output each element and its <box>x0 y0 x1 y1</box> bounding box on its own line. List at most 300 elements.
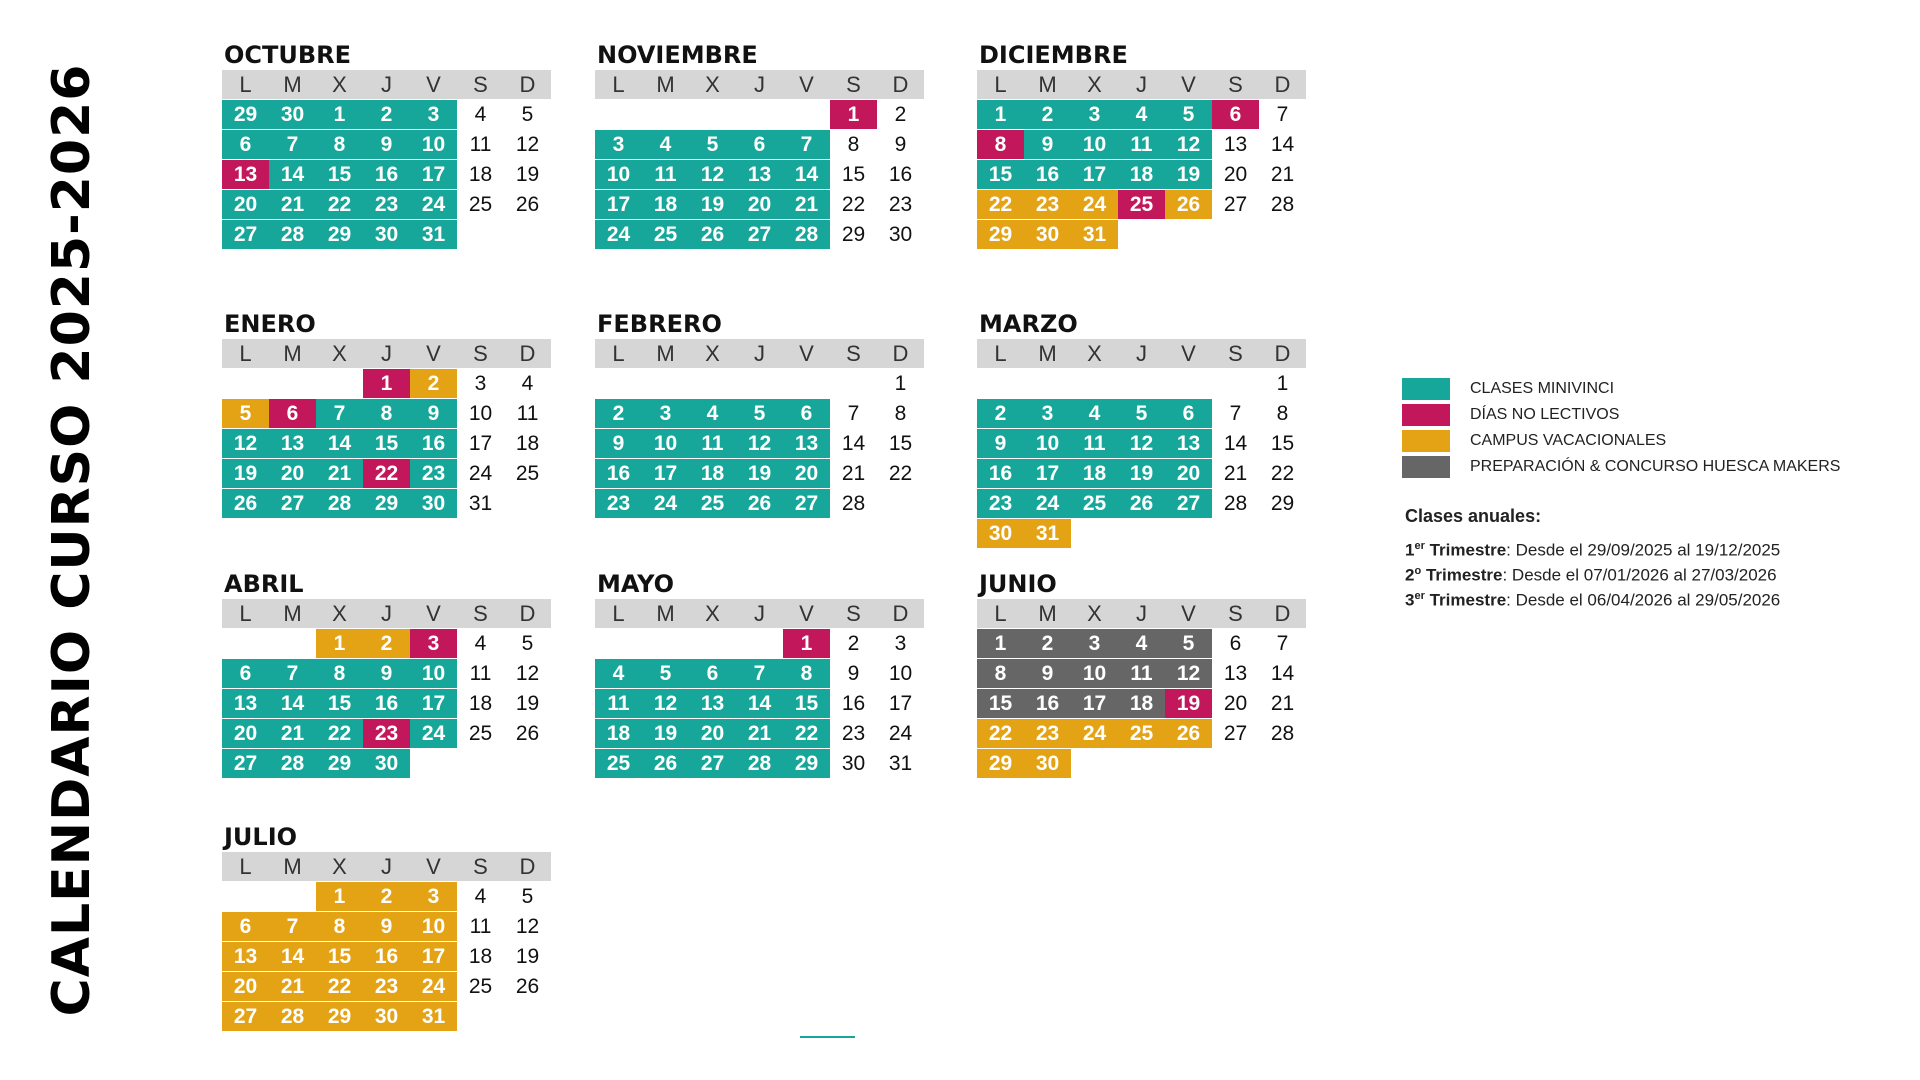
day-cell: 4 <box>474 885 487 908</box>
day-cell: 19 <box>642 719 689 748</box>
day-cell: 29 <box>222 100 269 129</box>
day-cell: 16 <box>1024 160 1071 189</box>
day-cell: 4 <box>595 659 642 688</box>
day-cell: 8 <box>1276 402 1289 425</box>
weekday-label: L <box>994 72 1007 97</box>
day-cell: 13 <box>1223 662 1248 685</box>
day-cell: 22 <box>841 193 866 216</box>
day-cell: 24 <box>1071 719 1118 748</box>
day-cell: 8 <box>977 130 1024 159</box>
weekday-header <box>222 599 551 628</box>
day-cell: 5 <box>1118 399 1165 428</box>
day-cell: 6 <box>736 130 783 159</box>
day-cell: 6 <box>783 399 830 428</box>
day-cell: 21 <box>841 462 866 485</box>
trimester-label: Trimestre <box>1425 565 1503 585</box>
day-cell: 21 <box>783 190 830 219</box>
legend-label: CLASES MINIVINCI <box>1470 380 1615 397</box>
weekday-label: V <box>426 601 441 626</box>
day-cell: 27 <box>222 220 269 249</box>
day-cell: 19 <box>689 190 736 219</box>
day-cell: 20 <box>222 972 269 1001</box>
weekday-label: X <box>1087 72 1102 97</box>
day-cell: 30 <box>410 489 457 518</box>
day-cell: 11 <box>469 662 492 685</box>
day-cell: 17 <box>410 942 457 971</box>
day-cell: 16 <box>363 942 410 971</box>
day-cell: 5 <box>689 130 736 159</box>
day-cell: 26 <box>515 193 540 216</box>
day-cell: 24 <box>468 462 493 485</box>
legend-label: DÍAS NO LECTIVOS <box>1470 406 1620 423</box>
day-cell: 5 <box>521 885 534 908</box>
day-cell: 13 <box>222 942 269 971</box>
day-cell: 5 <box>736 399 783 428</box>
day-cell: 5 <box>521 632 534 655</box>
day-cell: 13 <box>222 160 269 189</box>
day-cell: 1 <box>316 629 363 658</box>
day-cell: 18 <box>468 692 493 715</box>
day-cell: 2 <box>363 100 410 129</box>
day-cell: 21 <box>269 190 316 219</box>
day-cell: 3 <box>1071 100 1118 129</box>
day-cell: 14 <box>1270 133 1295 156</box>
day-cell: 22 <box>316 719 363 748</box>
weekday-label: J <box>754 72 765 97</box>
weekday-label: M <box>1038 341 1057 366</box>
day-cell: 9 <box>363 912 410 941</box>
day-cell: 25 <box>468 722 493 745</box>
day-cell: 12 <box>222 429 269 458</box>
trimester-num: 1 <box>1405 540 1415 560</box>
month-noviembre <box>595 40 924 249</box>
day-grid <box>222 368 551 518</box>
day-cell: 21 <box>1223 462 1248 485</box>
day-cell: 18 <box>642 190 689 219</box>
weekday-header <box>977 70 1306 99</box>
day-cell: 27 <box>222 1002 269 1031</box>
weekday-label: X <box>332 341 347 366</box>
day-cell: 18 <box>1071 459 1118 488</box>
day-cell: 19 <box>222 459 269 488</box>
day-cell: 10 <box>1071 659 1118 688</box>
day-cell: 12 <box>515 662 540 685</box>
weekday-label: V <box>799 72 814 97</box>
day-cell: 25 <box>595 749 642 778</box>
day-cell: 29 <box>977 220 1024 249</box>
day-cell: 22 <box>316 972 363 1001</box>
day-cell: 16 <box>888 163 913 186</box>
day-cell: 17 <box>595 190 642 219</box>
day-cell: 11 <box>469 133 492 156</box>
day-cell: 26 <box>736 489 783 518</box>
weekday-label: D <box>519 601 536 626</box>
day-cell: 10 <box>1024 429 1071 458</box>
day-cell: 26 <box>515 722 540 745</box>
weekday-label: S <box>473 601 488 626</box>
day-cell: 26 <box>1165 190 1212 219</box>
day-cell: 3 <box>1071 629 1118 658</box>
weekday-label: J <box>1136 601 1147 626</box>
day-cell: 1 <box>894 372 907 395</box>
trimester-ordinal: o <box>1414 565 1422 577</box>
day-cell: 8 <box>363 399 410 428</box>
day-cell: 9 <box>894 133 907 156</box>
month-junio <box>977 569 1306 778</box>
day-cell: 4 <box>1118 100 1165 129</box>
weekday-label: S <box>473 341 488 366</box>
day-cell: 1 <box>316 100 363 129</box>
weekday-label: S <box>473 72 488 97</box>
day-cell: 11 <box>469 915 492 938</box>
day-cell: 22 <box>977 190 1024 219</box>
day-cell: 18 <box>689 459 736 488</box>
weekday-label: V <box>1181 341 1196 366</box>
day-cell: 11 <box>1118 659 1165 688</box>
day-grid <box>977 368 1306 548</box>
weekday-label: X <box>705 341 720 366</box>
day-cell: 27 <box>269 489 316 518</box>
weekday-label: M <box>656 341 675 366</box>
day-cell: 20 <box>1223 163 1248 186</box>
day-cell: 4 <box>689 399 736 428</box>
day-cell: 22 <box>977 719 1024 748</box>
day-cell: 24 <box>1071 190 1118 219</box>
day-cell: 5 <box>521 103 534 126</box>
day-cell: 18 <box>468 163 493 186</box>
day-cell: 18 <box>1118 689 1165 718</box>
day-cell: 30 <box>1024 220 1071 249</box>
month-abril <box>222 569 551 778</box>
legend-swatch <box>1402 404 1450 426</box>
day-cell: 16 <box>595 459 642 488</box>
day-cell: 13 <box>222 689 269 718</box>
day-cell: 29 <box>977 749 1024 778</box>
day-cell: 18 <box>1118 160 1165 189</box>
month-name: OCTUBRE <box>224 41 352 69</box>
day-cell: 12 <box>642 689 689 718</box>
day-grid <box>222 99 551 249</box>
day-cell: 8 <box>316 130 363 159</box>
day-cell: 1 <box>830 100 877 129</box>
day-cell: 27 <box>222 749 269 778</box>
day-cell: 14 <box>1270 662 1295 685</box>
day-cell: 8 <box>316 659 363 688</box>
day-cell: 3 <box>894 632 907 655</box>
day-cell: 19 <box>1165 160 1212 189</box>
weekday-label: S <box>1228 341 1243 366</box>
day-cell: 26 <box>222 489 269 518</box>
day-cell: 1 <box>363 369 410 398</box>
day-cell: 9 <box>1024 130 1071 159</box>
day-cell: 29 <box>316 1002 363 1031</box>
weekday-label: D <box>1274 341 1291 366</box>
day-cell: 9 <box>595 429 642 458</box>
day-cell: 24 <box>595 220 642 249</box>
day-cell: 25 <box>1071 489 1118 518</box>
day-cell: 29 <box>841 223 866 246</box>
legend-swatch <box>1402 456 1450 478</box>
day-cell: 27 <box>1165 489 1212 518</box>
trimester-dates: : Desde el 29/09/2025 al 19/12/2025 <box>1506 540 1781 560</box>
day-cell: 12 <box>1165 659 1212 688</box>
day-cell: 28 <box>783 220 830 249</box>
weekday-label: J <box>1136 341 1147 366</box>
day-cell: 16 <box>1024 689 1071 718</box>
day-cell: 14 <box>1223 432 1248 455</box>
day-cell: 5 <box>642 659 689 688</box>
weekday-label: J <box>381 72 392 97</box>
day-cell: 9 <box>977 429 1024 458</box>
weekday-label: M <box>283 72 302 97</box>
day-cell: 30 <box>888 223 913 246</box>
weekday-label: L <box>994 341 1007 366</box>
day-cell: 4 <box>642 130 689 159</box>
weekday-label: J <box>381 854 392 879</box>
day-cell: 22 <box>1270 462 1295 485</box>
month-marzo <box>977 309 1306 548</box>
day-cell: 30 <box>977 519 1024 548</box>
day-cell: 25 <box>515 462 540 485</box>
legend-item-clases <box>1402 376 1840 402</box>
day-cell: 24 <box>1024 489 1071 518</box>
day-cell: 17 <box>410 160 457 189</box>
legend-label: CAMPUS VACACIONALES <box>1470 432 1667 449</box>
day-cell: 20 <box>1165 459 1212 488</box>
day-cell: 14 <box>269 689 316 718</box>
day-cell: 23 <box>363 190 410 219</box>
day-cell: 29 <box>1270 492 1295 515</box>
trimester-ordinal: er <box>1414 540 1425 552</box>
day-cell: 15 <box>363 429 410 458</box>
legend-item-campus <box>1402 428 1840 454</box>
day-cell: 24 <box>410 190 457 219</box>
day-cell: 25 <box>642 220 689 249</box>
trimester-label: Trimestre <box>1429 590 1507 610</box>
day-grid <box>595 368 924 518</box>
weekday-header <box>595 339 924 368</box>
day-cell: 7 <box>269 912 316 941</box>
legend-swatch <box>1402 430 1450 452</box>
weekday-label: V <box>426 72 441 97</box>
weekday-label: V <box>426 854 441 879</box>
weekday-header <box>222 70 551 99</box>
day-cell: 30 <box>363 749 410 778</box>
day-grid <box>595 628 924 778</box>
weekday-label: V <box>799 341 814 366</box>
day-cell: 13 <box>736 160 783 189</box>
weekday-label: M <box>283 854 302 879</box>
day-cell: 1 <box>316 882 363 911</box>
month-julio <box>222 822 551 1031</box>
day-cell: 9 <box>363 130 410 159</box>
day-cell: 11 <box>595 689 642 718</box>
day-cell: 17 <box>1024 459 1071 488</box>
decorative-line <box>800 1036 855 1038</box>
day-cell: 11 <box>1118 130 1165 159</box>
day-cell: 25 <box>468 975 493 998</box>
day-cell: 11 <box>689 429 736 458</box>
weekday-header <box>222 852 551 881</box>
weekday-header <box>595 599 924 628</box>
day-cell: 27 <box>1223 722 1248 745</box>
weekday-label: J <box>754 601 765 626</box>
day-cell: 5 <box>1165 100 1212 129</box>
day-cell: 13 <box>1165 429 1212 458</box>
weekday-label: S <box>473 854 488 879</box>
trimester-num: 3 <box>1405 590 1415 610</box>
weekday-label: X <box>332 601 347 626</box>
day-cell: 31 <box>468 492 493 515</box>
weekday-label: X <box>1087 601 1102 626</box>
day-cell: 7 <box>847 402 860 425</box>
day-cell: 20 <box>222 719 269 748</box>
weekday-header <box>222 339 551 368</box>
day-cell: 10 <box>410 912 457 941</box>
day-cell: 21 <box>316 459 363 488</box>
day-cell: 5 <box>1165 629 1212 658</box>
day-cell: 15 <box>1270 432 1295 455</box>
day-cell: 12 <box>689 160 736 189</box>
day-cell: 28 <box>1270 722 1295 745</box>
month-name: FEBRERO <box>597 310 722 338</box>
day-cell: 7 <box>1229 402 1242 425</box>
trimester-ordinal: er <box>1414 590 1425 602</box>
day-cell: 13 <box>783 429 830 458</box>
day-cell: 14 <box>783 160 830 189</box>
weekday-label: D <box>892 72 909 97</box>
day-cell: 23 <box>888 193 913 216</box>
day-cell: 25 <box>468 193 493 216</box>
day-cell: 4 <box>1071 399 1118 428</box>
day-cell: 16 <box>977 459 1024 488</box>
legend-label: PREPARACIÓN & CONCURSO HUESCA MAKERS <box>1470 458 1841 475</box>
day-cell: 6 <box>269 399 316 428</box>
day-cell: 28 <box>736 749 783 778</box>
day-cell: 29 <box>316 749 363 778</box>
day-cell: 25 <box>1118 719 1165 748</box>
day-cell: 6 <box>1212 100 1259 129</box>
day-cell: 8 <box>847 133 860 156</box>
weekday-header <box>977 599 1306 628</box>
weekday-label: L <box>612 341 625 366</box>
day-cell: 27 <box>736 220 783 249</box>
day-cell: 16 <box>841 692 866 715</box>
day-cell: 1 <box>783 629 830 658</box>
weekday-label: J <box>1136 72 1147 97</box>
day-cell: 1 <box>1276 372 1289 395</box>
day-cell: 16 <box>363 689 410 718</box>
day-cell: 28 <box>269 1002 316 1031</box>
weekday-label: J <box>754 341 765 366</box>
day-cell: 3 <box>474 372 487 395</box>
day-cell: 2 <box>847 632 860 655</box>
day-cell: 18 <box>515 432 540 455</box>
day-cell: 6 <box>1165 399 1212 428</box>
month-octubre <box>222 40 551 249</box>
day-cell: 15 <box>888 432 913 455</box>
day-cell: 31 <box>1024 519 1071 548</box>
day-cell: 6 <box>222 659 269 688</box>
day-cell: 14 <box>736 689 783 718</box>
day-cell: 12 <box>1165 130 1212 159</box>
day-cell: 29 <box>316 220 363 249</box>
day-cell: 10 <box>642 429 689 458</box>
day-cell: 9 <box>410 399 457 428</box>
day-cell: 12 <box>515 915 540 938</box>
day-cell: 13 <box>689 689 736 718</box>
day-cell: 21 <box>269 719 316 748</box>
day-cell: 7 <box>1276 103 1289 126</box>
day-cell: 3 <box>410 629 457 658</box>
weekday-label: M <box>283 341 302 366</box>
day-cell: 31 <box>1071 220 1118 249</box>
weekday-label: D <box>519 341 536 366</box>
weekday-label: D <box>1274 601 1291 626</box>
day-cell: 2 <box>363 882 410 911</box>
day-cell: 9 <box>363 659 410 688</box>
day-cell: 10 <box>1071 130 1118 159</box>
day-cell: 27 <box>783 489 830 518</box>
day-cell: 19 <box>515 692 540 715</box>
day-cell: 25 <box>1118 190 1165 219</box>
weekday-label: S <box>846 341 861 366</box>
weekday-header <box>977 339 1306 368</box>
day-cell: 12 <box>736 429 783 458</box>
day-cell: 30 <box>363 1002 410 1031</box>
day-cell: 28 <box>1223 492 1248 515</box>
weekday-header <box>595 70 924 99</box>
day-cell: 22 <box>316 190 363 219</box>
day-cell: 28 <box>841 492 866 515</box>
day-cell: 24 <box>888 722 913 745</box>
trimester-dates: : Desde el 06/04/2026 al 29/05/2026 <box>1506 590 1781 610</box>
day-cell: 21 <box>1270 163 1295 186</box>
weekday-label: L <box>239 854 252 879</box>
day-cell: 25 <box>689 489 736 518</box>
day-cell: 28 <box>316 489 363 518</box>
weekday-label: D <box>892 601 909 626</box>
weekday-label: L <box>612 72 625 97</box>
weekday-label: M <box>1038 72 1057 97</box>
legend-swatch <box>1402 378 1450 400</box>
day-cell: 6 <box>222 130 269 159</box>
day-cell: 15 <box>316 160 363 189</box>
weekday-label: J <box>381 601 392 626</box>
weekday-label: V <box>799 601 814 626</box>
legend-item-preparacion <box>1402 454 1840 480</box>
month-name: JULIO <box>224 823 298 851</box>
weekday-label: S <box>1228 72 1243 97</box>
day-cell: 23 <box>595 489 642 518</box>
day-cell: 6 <box>222 912 269 941</box>
day-cell: 19 <box>736 459 783 488</box>
day-cell: 4 <box>474 632 487 655</box>
weekday-label: X <box>332 72 347 97</box>
day-cell: 15 <box>977 160 1024 189</box>
day-grid <box>977 99 1306 249</box>
day-cell: 7 <box>1276 632 1289 655</box>
day-cell: 10 <box>410 659 457 688</box>
day-cell: 10 <box>888 662 913 685</box>
day-cell: 10 <box>595 160 642 189</box>
day-cell: 23 <box>410 459 457 488</box>
day-cell: 19 <box>515 163 540 186</box>
day-cell: 2 <box>1024 629 1071 658</box>
day-cell: 2 <box>894 103 907 126</box>
day-cell: 8 <box>977 659 1024 688</box>
day-cell: 22 <box>888 462 913 485</box>
